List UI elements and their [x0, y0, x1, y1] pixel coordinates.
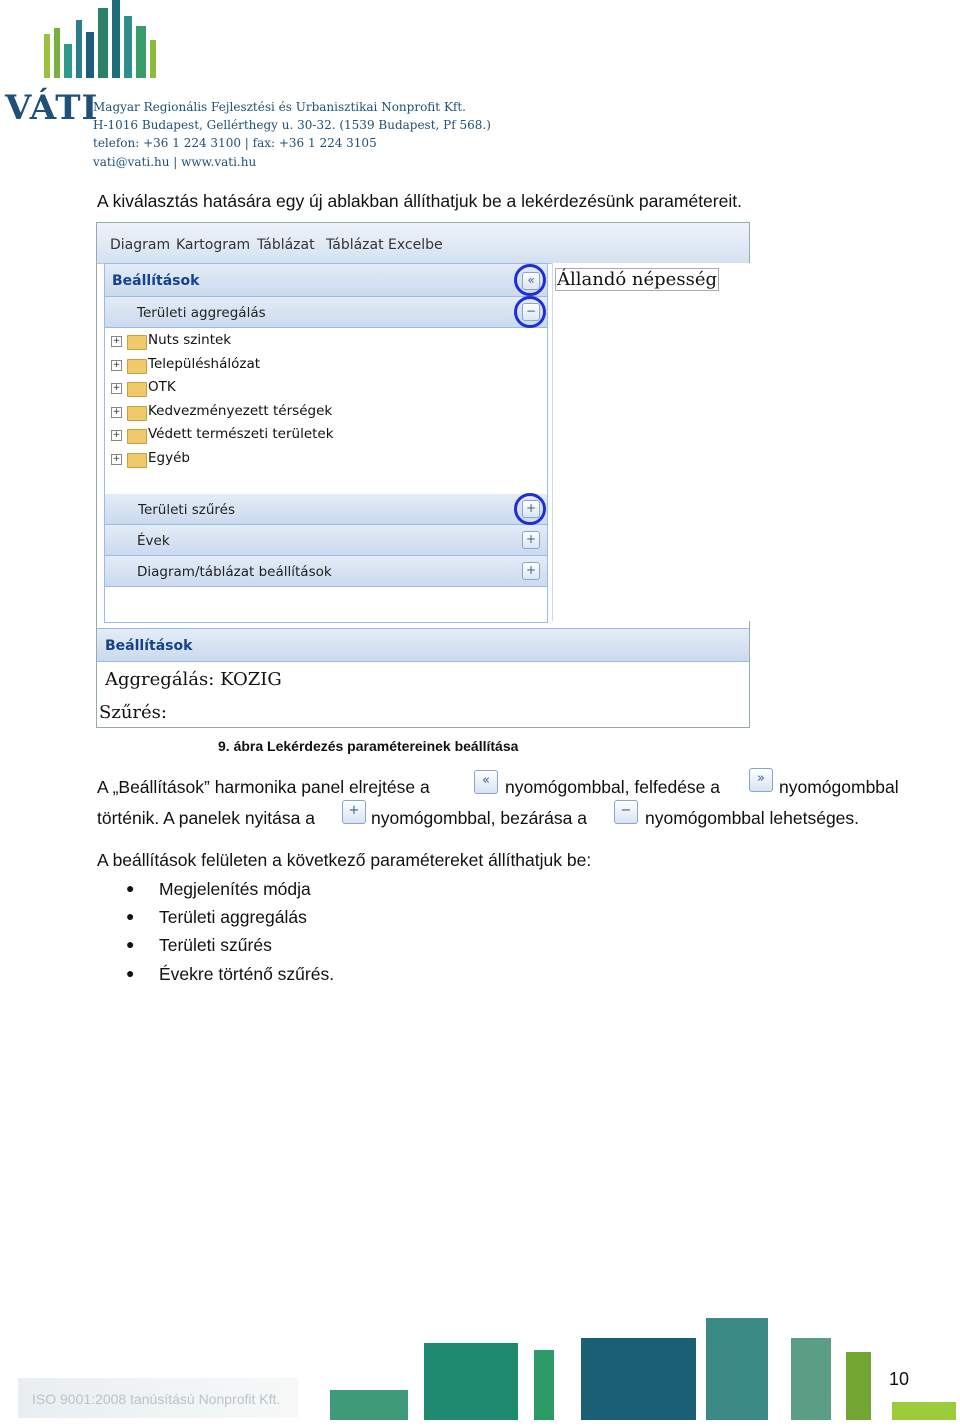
folder-icon: [127, 429, 147, 444]
iso-text: ISO 9001:2008 tanúsítású Nonprofit Kft.: [32, 1391, 281, 1407]
section-header-szures[interactable]: [105, 494, 547, 525]
para-text: nyomógombbal, bezárása a: [371, 808, 587, 828]
expand-icon: »: [749, 768, 773, 792]
collapse-panel-button[interactable]: «: [522, 272, 540, 290]
highlight-ring: [514, 493, 546, 525]
section-header-aggregalas[interactable]: [105, 297, 547, 328]
address-line: vati@vati.hu | www.vati.hu: [93, 155, 257, 169]
plus-icon[interactable]: +: [522, 531, 540, 549]
section-title: Területi aggregálás: [137, 305, 266, 321]
folder-icon: [127, 359, 147, 374]
figure-caption: 9. ábra Lekérdezés paramétereinek beállítása: [218, 738, 519, 754]
summary-panel-title: Beállítások: [105, 638, 193, 654]
bullet-icon: ●: [126, 936, 135, 952]
folder-icon: [127, 453, 147, 468]
para-text: történik. A panelek nyitása a: [97, 808, 315, 828]
intro-text: A kiválasztás hatására egy új ablakban állíthatjuk be a lekérdezésünk paramétereit.: [97, 191, 742, 211]
menu-item-kartogram[interactable]: Kartogram: [176, 237, 251, 253]
minus-icon: −: [614, 800, 638, 824]
address-line: H-1016 Budapest, Gellérthegy u. 30-32. (1539 Budapest, Pf 568.): [93, 118, 491, 132]
section-header-evek[interactable]: [105, 525, 547, 556]
highlight-ring: [514, 296, 546, 328]
expand-icon[interactable]: +: [112, 383, 121, 393]
logo-text: VÁTI: [5, 88, 99, 128]
folder-icon: [127, 382, 147, 397]
expand-icon[interactable]: +: [112, 407, 121, 417]
tree-item-label: Egyéb: [148, 450, 190, 466]
list-item: Évekre történő szűrés.: [159, 964, 335, 984]
para-text: nyomógombbal: [779, 777, 899, 797]
expand-icon[interactable]: +: [112, 336, 121, 346]
bullet-icon: ●: [126, 965, 135, 981]
address-line: telefon: +36 1 224 3100 | fax: +36 1 224 3105: [93, 136, 377, 150]
address-line: Magyar Regionális Fejlesztési és Urbanisztikai Nonprofit Kft.: [93, 100, 466, 114]
expand-icon[interactable]: +: [112, 430, 121, 440]
menu-bar: [97, 223, 749, 264]
tree-item-label: Településhálózat: [148, 356, 261, 372]
bullet-icon: ●: [126, 908, 135, 924]
section-title: Területi szűrés: [138, 502, 236, 518]
result-pane: [552, 263, 750, 621]
plus-icon[interactable]: +: [522, 500, 540, 518]
settings-panel-title: Beállítások: [112, 273, 200, 289]
footer-iso-band: [18, 1378, 298, 1418]
plus-icon[interactable]: +: [522, 562, 540, 580]
menu-item-diagram[interactable]: Diagram: [110, 237, 171, 253]
summary-filter: Szűrés:: [99, 702, 167, 723]
para-text: nyomógombbal, felfedése a: [505, 777, 720, 797]
menu-item-tablazat-excel[interactable]: Táblázat Excelbe: [326, 237, 443, 253]
summary-panel-header: [97, 628, 749, 662]
list-item: Területi szűrés: [159, 935, 272, 955]
summary-aggregation: Aggregálás: KOZIG: [105, 669, 282, 690]
section-title: Évek: [137, 533, 170, 549]
menu-item-tablazat[interactable]: Táblázat: [257, 237, 315, 253]
plus-icon: +: [342, 800, 366, 824]
settings-panel: [104, 263, 548, 623]
expand-icon[interactable]: +: [112, 454, 121, 464]
page-number: 10: [889, 1369, 910, 1389]
list-intro: A beállítások felületen a következő paramétereket állíthatjuk be:: [97, 850, 592, 870]
tree-item-label: Kedvezményezett térségek: [148, 403, 333, 419]
result-title: Állandó népesség: [557, 269, 717, 290]
list-item: Megjelenítés módja: [159, 879, 311, 899]
para-text: nyomógombbal lehetséges.: [645, 808, 860, 828]
folder-icon: [127, 335, 147, 350]
settings-screenshot: [96, 222, 750, 728]
settings-panel-header: [105, 264, 547, 297]
para-text: A „Beállítások” harmonika panel elrejtése a: [97, 777, 430, 797]
collapse-icon: «: [474, 770, 498, 794]
expand-icon[interactable]: +: [112, 360, 121, 370]
folder-icon: [127, 406, 147, 421]
section-title: Diagram/táblázat beállítások: [137, 564, 332, 580]
bullet-icon: ●: [126, 880, 135, 896]
tree-item-label: Nuts szintek: [148, 332, 232, 348]
highlight-ring: [514, 264, 546, 296]
tree-item-label: OTK: [148, 379, 176, 395]
tree-item-label: Védett természeti területek: [148, 426, 334, 442]
list-item: Területi aggregálás: [159, 907, 307, 927]
vati-logo-bars: [40, 0, 170, 78]
section-header-diagram[interactable]: [105, 556, 547, 587]
minus-icon[interactable]: −: [522, 303, 540, 321]
